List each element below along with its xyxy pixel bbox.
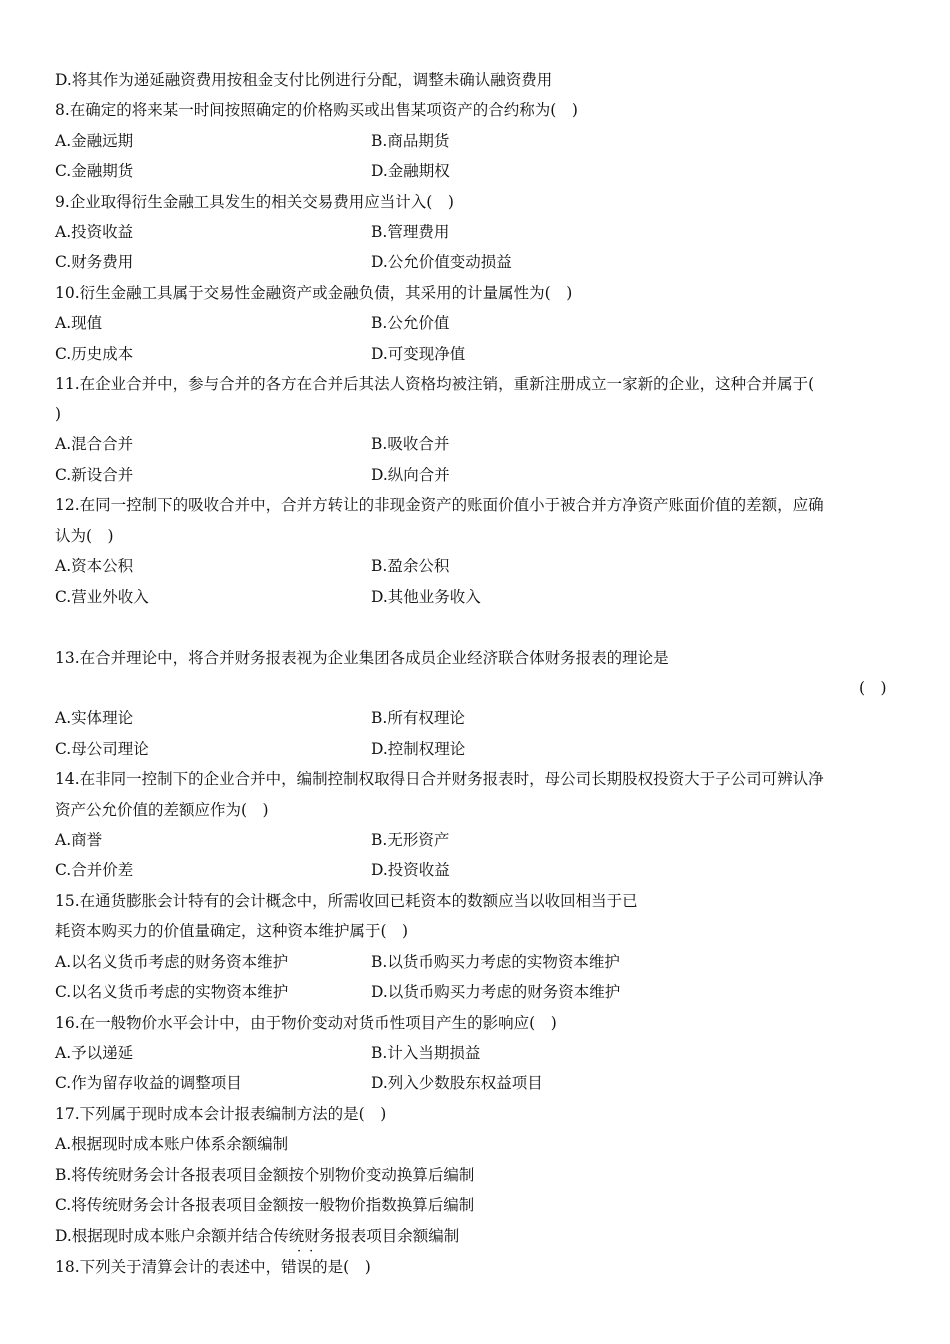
option-b: B.商品期货 [371,132,450,150]
question-17: 17.下列属于现时成本会计报表编制方法的是( ) [55,1105,387,1123]
option-d: D.金融期权 [371,162,450,180]
question-12-cont: 认为( ) [55,527,114,545]
option-a: A.商誉 [55,831,103,849]
option-d: D.公允价值变动损益 [371,253,512,271]
option-b: B.公允价值 [371,314,450,332]
option-d: D.列入少数股东权益项目 [371,1074,543,1092]
option-a: A.现值 [55,314,103,332]
question-12: 12.在同一控制下的吸收合并中，合并方转让的非现金资产的账面价值小于被合并方净资产账面价值的差额，应确 [55,496,824,514]
option-c: C.将传统财务会计各报表项目金额按一般物价指数换算后编制 [55,1196,475,1214]
option-d: D.以货币购买力考虑的财务资本维护 [371,983,621,1001]
option-a: A.投资收益 [55,223,134,241]
option-a: A.实体理论 [55,709,134,727]
answer-blank: ( ) [859,679,887,697]
option-d: D.纵向合并 [371,466,450,484]
question-14: 14.在非同一控制下的企业合并中，编制控制权取得日合并财务报表时，母公司长期股权投资大于子公司可辨认净 [55,770,824,788]
question-18: 18.下列关于清算会计的表述中，错误的是( ) [55,1258,371,1276]
option-d: D.控制权理论 [371,740,466,758]
question-9: 9.企业取得衍生金融工具发生的相关交易费用应当计入( ) [55,193,454,211]
question-14-cont: 资产公允价值的差额应作为( ) [55,801,269,819]
question-8: 8.在确定的将来某一时间按照确定的价格购买或出售某项资产的合约称为( ) [55,101,578,119]
option-c: C.作为留存收益的调整项目 [55,1074,242,1092]
option-c: C.金融期货 [55,162,134,180]
option-b: B.所有权理论 [371,709,465,727]
option-c: C.新设合并 [55,466,134,484]
option-a: A.混合合并 [55,435,134,453]
option-d: D.可变现净值 [371,345,466,363]
emphasis-dots: ·· [297,1244,322,1259]
option-c: C.母公司理论 [55,740,149,758]
question-15: 15.在通货膨胀会计特有的会计概念中，所需收回已耗资本的数额应当以收回相当于已 [55,892,638,910]
option-b: B.盈余公积 [371,557,450,575]
option-d-q7: D.将其作为递延融资费用按租金支付比例进行分配，调整未确认融资费用 [55,71,553,89]
option-d: D.投资收益 [371,861,450,879]
option-d: D.根据现时成本账户余额并结合传统财务报表项目余额编制 [55,1227,460,1245]
option-c: C.营业外收入 [55,588,149,606]
option-b: B.以货币购买力考虑的实物资本维护 [371,953,620,971]
option-b: B.将传统财务会计各报表项目金额按个别物价变动换算后编制 [55,1166,475,1184]
option-d: D.其他业务收入 [371,588,481,606]
question-16: 16.在一般物价水平会计中，由于物价变动对货币性项目产生的影响应( ) [55,1014,557,1032]
question-11-cont: ) [55,405,62,423]
option-c: C.财务费用 [55,253,134,271]
option-a: A.以名义货币考虑的财务资本维护 [55,953,289,971]
question-11: 11.在企业合并中，参与合并的各方在合并后其法人资格均被注销，重新注册成立一家新的企业，这种合并属于( [55,375,815,393]
option-c: C.以名义货币考虑的实物资本维护 [55,983,289,1001]
option-b: B.吸收合并 [371,435,450,453]
option-a: A.予以递延 [55,1044,134,1062]
option-b: B.计入当期损益 [371,1044,481,1062]
option-c: C.合并价差 [55,861,134,879]
option-a: A.根据现时成本账户体系余额编制 [55,1135,289,1153]
option-a: A.金融远期 [55,132,134,150]
option-c: C.历史成本 [55,345,134,363]
option-b: B.管理费用 [371,223,450,241]
option-b: B.无形资产 [371,831,450,849]
option-a: A.资本公积 [55,557,134,575]
question-15-cont: 耗资本购买力的价值量确定，这种资本维护属于( ) [55,922,409,940]
question-13: 13.在合并理论中，将合并财务报表视为企业集团各成员企业经济联合体财务报表的理论是 [55,649,669,667]
question-10: 10.衍生金融工具属于交易性金融资产或金融负债，其采用的计量属性为( ) [55,284,573,302]
